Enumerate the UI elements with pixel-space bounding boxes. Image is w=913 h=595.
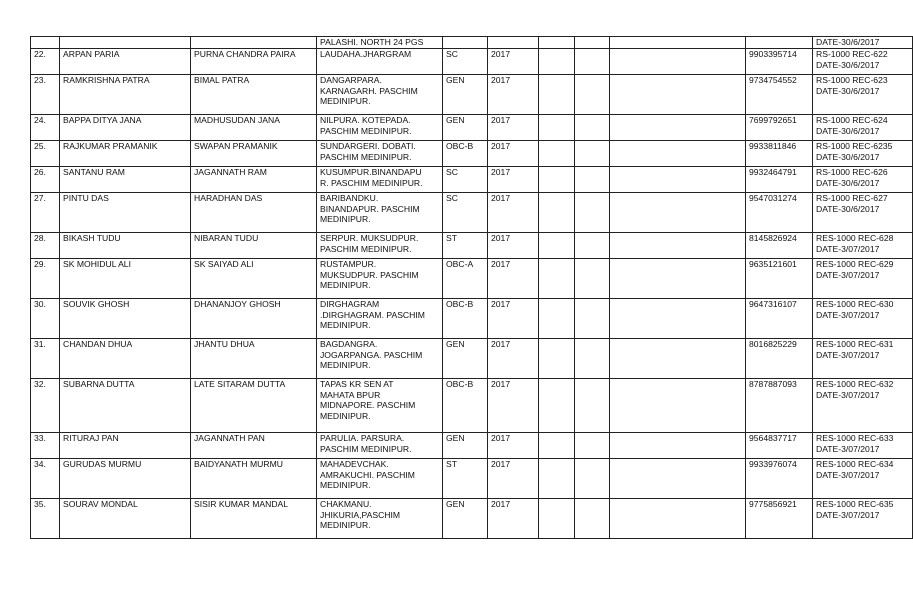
phone-cell [746, 37, 813, 49]
blank-cell [610, 49, 746, 75]
blank-cell [610, 75, 746, 115]
serial-cell: 32. [31, 379, 60, 433]
category-cell: OBC-B [443, 141, 488, 167]
name-cell: SUBARNA DUTTA [60, 379, 191, 433]
category-cell: ST [443, 233, 488, 259]
year-cell: 2017 [488, 193, 539, 233]
category-cell: SC [443, 193, 488, 233]
blank-cell [539, 299, 575, 339]
year-cell: 2017 [488, 75, 539, 115]
category-cell: GEN [443, 115, 488, 141]
year-cell: 2017 [488, 259, 539, 299]
table-row [31, 379, 913, 433]
blank-cell [539, 259, 575, 299]
blank-cell [610, 339, 746, 379]
category-cell: OBC-B [443, 299, 488, 339]
name-cell: ARPAN PARIA [60, 49, 191, 75]
category-cell: GEN [443, 499, 488, 539]
father-name-cell: SK SAIYAD ALI [191, 259, 317, 299]
serial-cell: 28. [31, 233, 60, 259]
phone-cell: 9932464791 [746, 167, 813, 193]
year-cell: 2017 [488, 379, 539, 433]
remarks-cell: RES-1000 REC-629 DATE-3/07/2017 [813, 259, 913, 299]
table-row [31, 459, 913, 499]
table-row [31, 49, 913, 75]
father-name-cell: MADHUSUDAN JANA [191, 115, 317, 141]
remarks-cell: DATE-30/6/2017 [813, 37, 913, 49]
blank-cell [610, 167, 746, 193]
category-cell: SC [443, 167, 488, 193]
blank-cell [575, 233, 610, 259]
remarks-cell: RS-1000 REC-626 DATE-30/6/2017 [813, 167, 913, 193]
serial-cell: 25. [31, 141, 60, 167]
remarks-cell: RES-1000 REC-634 DATE-3/07/2017 [813, 459, 913, 499]
category-cell: OBC-A [443, 259, 488, 299]
blank-cell [575, 499, 610, 539]
blank-cell [539, 379, 575, 433]
table-row [31, 259, 913, 299]
blank-cell [575, 49, 610, 75]
phone-cell: 9775856921 [746, 499, 813, 539]
year-cell: 2017 [488, 167, 539, 193]
father-name-cell: SWAPAN PRAMANIK [191, 141, 317, 167]
remarks-cell: RES-1000 REC-631 DATE-3/07/2017 [813, 339, 913, 379]
name-cell: PINTU DAS [60, 193, 191, 233]
year-cell: 2017 [488, 49, 539, 75]
remarks-cell: RES-1000 REC-632 DATE-3/07/2017 [813, 379, 913, 433]
address-cell: DANGARPARA. KARNAGARH. PASCHIM MEDINIPUR. [317, 75, 443, 115]
name-cell [60, 37, 191, 49]
blank-cell [610, 193, 746, 233]
blank-cell [610, 379, 746, 433]
remarks-cell: RES-1000 REC-628 DATE-3/07/2017 [813, 233, 913, 259]
phone-cell: 7699792651 [746, 115, 813, 141]
serial-cell: 27. [31, 193, 60, 233]
name-cell: BIKASH TUDU [60, 233, 191, 259]
serial-cell: 34. [31, 459, 60, 499]
address-cell: SERPUR. MUKSUDPUR. PASCHIM MEDINIPUR. [317, 233, 443, 259]
blank-cell [610, 259, 746, 299]
blank-cell [539, 49, 575, 75]
father-name-cell: JAGANNATH PAN [191, 433, 317, 459]
category-cell: ST [443, 459, 488, 499]
remarks-cell: RS-1000 REC-623 DATE-30/6/2017 [813, 75, 913, 115]
address-cell: CHAKMANU. JHIKURIA,PASCHIM MEDINIPUR. [317, 499, 443, 539]
category-cell: OBC-B [443, 379, 488, 433]
phone-cell: 9564837717 [746, 433, 813, 459]
address-cell: BARIBANDKU. BINANDAPUR. PASCHIM MEDINIPUR. [317, 193, 443, 233]
address-cell: PALASHI. NORTH 24 PGS [317, 37, 443, 49]
remarks-cell: RES-1000 REC-633 DATE-3/07/2017 [813, 433, 913, 459]
blank-cell [610, 37, 746, 49]
table-row [31, 75, 913, 115]
year-cell: 2017 [488, 499, 539, 539]
phone-cell: 9635121601 [746, 259, 813, 299]
year-cell: 2017 [488, 141, 539, 167]
father-name-cell: BAIDYANATH MURMU [191, 459, 317, 499]
blank-cell [610, 233, 746, 259]
name-cell: RAMKRISHNA PATRA [60, 75, 191, 115]
name-cell: CHANDAN DHUA [60, 339, 191, 379]
year-cell: 2017 [488, 115, 539, 141]
blank-cell [539, 37, 575, 49]
remarks-cell: RS-1000 REC-624 DATE-30/6/2017 [813, 115, 913, 141]
year-cell: 2017 [488, 459, 539, 499]
serial-cell: 22. [31, 49, 60, 75]
category-cell [443, 37, 488, 49]
category-cell: GEN [443, 339, 488, 379]
blank-cell [575, 299, 610, 339]
table-row [31, 299, 913, 339]
year-cell: 2017 [488, 233, 539, 259]
remarks-cell: RES-1000 REC-630 DATE-3/07/2017 [813, 299, 913, 339]
name-cell: RITURAJ PAN [60, 433, 191, 459]
serial-cell: 30. [31, 299, 60, 339]
serial-cell: 35. [31, 499, 60, 539]
remarks-cell: RS-1000 REC-6235 DATE-30/6/2017 [813, 141, 913, 167]
address-cell: NILPURA. KOTEPADA. PASCHIM MEDINIPUR. [317, 115, 443, 141]
table-row [31, 141, 913, 167]
address-cell: RUSTAMPUR. MUKSUDPUR. PASCHIM MEDINIPUR. [317, 259, 443, 299]
phone-cell: 9647316107 [746, 299, 813, 339]
blank-cell [539, 233, 575, 259]
year-cell: 2017 [488, 433, 539, 459]
phone-cell: 8145826924 [746, 233, 813, 259]
father-name-cell: BIMAL PATRA [191, 75, 317, 115]
name-cell: BAPPA DITYA JANA [60, 115, 191, 141]
address-cell: TAPAS KR SEN AT MAHATA BPUR MIDNAPORE. PASCHIM MEDINIPUR. [317, 379, 443, 433]
table-row [31, 499, 913, 539]
blank-cell [539, 75, 575, 115]
serial-cell: 24. [31, 115, 60, 141]
blank-cell [610, 299, 746, 339]
father-name-cell: SISIR KUMAR MANDAL [191, 499, 317, 539]
blank-cell [575, 75, 610, 115]
category-cell: GEN [443, 433, 488, 459]
serial-cell [31, 37, 60, 49]
father-name-cell: HARADHAN DAS [191, 193, 317, 233]
table-row [31, 233, 913, 259]
phone-cell: 9933811846 [746, 141, 813, 167]
remarks-cell: RS-1000 REC-622 DATE-30/6/2017 [813, 49, 913, 75]
blank-cell [575, 459, 610, 499]
name-cell: SANTANU RAM [60, 167, 191, 193]
blank-cell [539, 141, 575, 167]
register-table [30, 36, 913, 539]
remarks-cell: RES-1000 REC-635 DATE-3/07/2017 [813, 499, 913, 539]
name-cell: SOUVIK GHOSH [60, 299, 191, 339]
blank-cell [575, 193, 610, 233]
father-name-cell: JHANTU DHUA [191, 339, 317, 379]
table-row [31, 37, 913, 49]
blank-cell [575, 339, 610, 379]
phone-cell: 9547031274 [746, 193, 813, 233]
serial-cell: 33. [31, 433, 60, 459]
table-row [31, 339, 913, 379]
name-cell: SOURAV MONDAL [60, 499, 191, 539]
year-cell [488, 37, 539, 49]
address-cell: DIRGHAGRAM .DIRGHAGRAM. PASCHIM MEDINIPUR. [317, 299, 443, 339]
father-name-cell: JAGANNATH RAM [191, 167, 317, 193]
name-cell: RAJKUMAR PRAMANIK [60, 141, 191, 167]
serial-cell: 29. [31, 259, 60, 299]
blank-cell [575, 167, 610, 193]
blank-cell [539, 193, 575, 233]
address-cell: BAGDANGRA. JOGARPANGA. PASCHIM MEDINIPUR. [317, 339, 443, 379]
name-cell: GURUDAS MURMU [60, 459, 191, 499]
blank-cell [575, 37, 610, 49]
table-body [31, 37, 913, 539]
blank-cell [575, 115, 610, 141]
blank-cell [610, 115, 746, 141]
remarks-cell: RS-1000 REC-627 DATE-30/6/2017 [813, 193, 913, 233]
blank-cell [539, 433, 575, 459]
blank-cell [539, 167, 575, 193]
phone-cell: 9734754552 [746, 75, 813, 115]
address-cell: MAHADEVCHAK. AMRAKUCHI. PASCHIM MEDINIPUR. [317, 459, 443, 499]
address-cell: SUNDARGERI. DOBATI. PASCHIM MEDINIPUR. [317, 141, 443, 167]
blank-cell [539, 459, 575, 499]
category-cell: GEN [443, 75, 488, 115]
table-row [31, 167, 913, 193]
father-name-cell: DHANANJOY GHOSH [191, 299, 317, 339]
blank-cell [539, 339, 575, 379]
blank-cell [610, 141, 746, 167]
phone-cell: 8787887093 [746, 379, 813, 433]
serial-cell: 23. [31, 75, 60, 115]
table-row [31, 193, 913, 233]
phone-cell: 9933976074 [746, 459, 813, 499]
father-name-cell: NIBARAN TUDU [191, 233, 317, 259]
blank-cell [575, 259, 610, 299]
blank-cell [610, 433, 746, 459]
table-row [31, 433, 913, 459]
category-cell: SC [443, 49, 488, 75]
blank-cell [575, 379, 610, 433]
name-cell: SK MOHIDUL ALI [60, 259, 191, 299]
blank-cell [539, 115, 575, 141]
table-row [31, 115, 913, 141]
address-cell: PARULIA. PARSURA. PASCHIM MEDINIPUR. [317, 433, 443, 459]
blank-cell [575, 141, 610, 167]
phone-cell: 9903395714 [746, 49, 813, 75]
year-cell: 2017 [488, 299, 539, 339]
blank-cell [610, 459, 746, 499]
blank-cell [575, 433, 610, 459]
blank-cell [610, 499, 746, 539]
serial-cell: 31. [31, 339, 60, 379]
year-cell: 2017 [488, 339, 539, 379]
father-name-cell [191, 37, 317, 49]
father-name-cell: LATE SITARAM DUTTA [191, 379, 317, 433]
serial-cell: 26. [31, 167, 60, 193]
address-cell: KUSUMPUR.BINANDAPU R. PASCHIM MEDINIPUR. [317, 167, 443, 193]
address-cell: LAUDAHA.JHARGRAM [317, 49, 443, 75]
father-name-cell: PURNA CHANDRA PAIRA [191, 49, 317, 75]
blank-cell [539, 499, 575, 539]
phone-cell: 8016825229 [746, 339, 813, 379]
